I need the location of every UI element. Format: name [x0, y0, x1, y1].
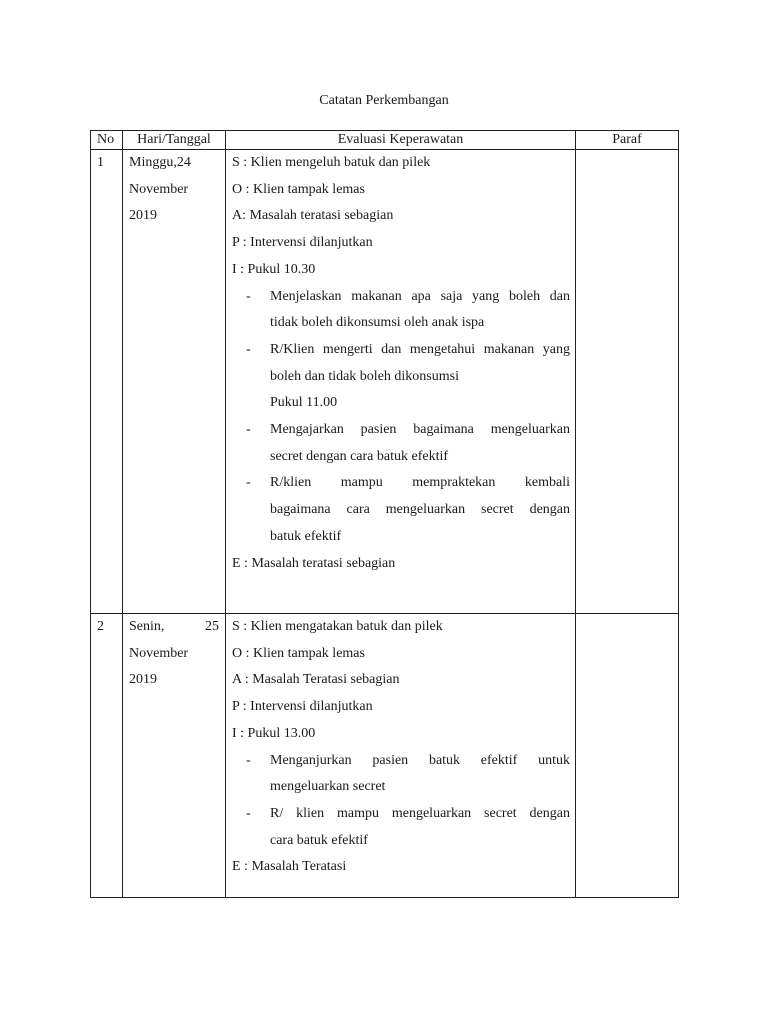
- plan-line: P : Intervensi dilanjutkan: [232, 235, 373, 251]
- action-text: boleh dan tidak boleh dikonsumsi: [270, 368, 459, 384]
- header-evaluation: Evaluasi Keperawatan: [226, 131, 576, 150]
- paraf-cell: [576, 150, 679, 614]
- bullet-dash: -: [246, 288, 251, 304]
- action-item: [232, 284, 570, 337]
- implementation-line: I : Pukul 10.30: [232, 261, 316, 277]
- evaluation-line: E : Masalah Teratasi: [232, 859, 347, 875]
- table-row: [91, 150, 679, 614]
- date-month: November: [129, 181, 189, 197]
- bullet-dash: -: [246, 341, 251, 357]
- evaluation-cell: [226, 614, 576, 898]
- date-day-name: Senin,: [129, 619, 165, 634]
- bullet-dash: -: [246, 805, 251, 821]
- evaluation-line: E : Masalah teratasi sebagian: [232, 555, 396, 571]
- bullet-dash: -: [246, 475, 251, 491]
- header-date: Hari/Tanggal: [123, 131, 226, 150]
- action-text: R/Klien mengerti dan mengetahui makanan yang: [270, 341, 570, 357]
- action-text: Menganjurkan pasien batuk efektif untuk: [270, 752, 570, 768]
- action-text: tidak boleh dikonsumsi oleh anak ispa: [270, 315, 485, 331]
- assessment-line: A : Masalah Teratasi sebagian: [232, 672, 400, 688]
- action-time: Pukul 11.00: [270, 395, 338, 411]
- date-day-number: 25: [205, 619, 219, 634]
- date-month: November: [129, 645, 189, 661]
- action-text: R/ klien mampu mengeluarkan secret dengan: [270, 805, 570, 821]
- bullet-dash: -: [246, 752, 251, 768]
- action-item: [232, 748, 570, 801]
- plan-line: P : Intervensi dilanjutkan: [232, 699, 373, 715]
- date-day: [129, 614, 219, 641]
- date-day: Minggu,24: [129, 155, 191, 170]
- subjective-line: S : Klien mengeluh batuk dan pilek: [232, 155, 431, 170]
- action-text: batuk efektif: [270, 528, 342, 544]
- bullet-dash: -: [246, 422, 251, 438]
- document-title: Catatan Perkembangan: [319, 93, 449, 108]
- action-text: Mengajarkan pasien bagaimana mengeluarkan: [270, 422, 570, 438]
- action-text: bagaimana cara mengeluarkan secret dengan: [270, 502, 570, 518]
- row-number: 1: [91, 150, 123, 614]
- header-no: No: [91, 131, 123, 150]
- date-cell: [123, 614, 226, 898]
- objective-line: O : Klien tampak lemas: [232, 645, 365, 661]
- paraf-cell: [576, 614, 679, 898]
- subjective-line: S : Klien mengatakan batuk dan pilek: [232, 619, 443, 634]
- implementation-line: I : Pukul 13.00: [232, 725, 316, 741]
- header-paraf: Paraf: [576, 131, 679, 150]
- progress-notes-table: [90, 130, 679, 898]
- action-text: Menjelaskan makanan apa saja yang boleh dan: [270, 288, 570, 304]
- date-cell: [123, 150, 226, 614]
- table-row: [91, 614, 679, 898]
- date-year: 2019: [129, 672, 157, 688]
- assessment-line: A: Masalah teratasi sebagian: [232, 208, 394, 224]
- action-text: cara batuk efektif: [270, 832, 368, 848]
- action-item: [232, 801, 570, 854]
- action-text: R/klien mampu mempraktekan kembali: [270, 475, 570, 491]
- action-item: [232, 337, 570, 417]
- evaluation-cell: [226, 150, 576, 614]
- table-header-row: [91, 131, 679, 150]
- action-text: secret dengan cara batuk efektif: [270, 448, 449, 464]
- action-item: [232, 470, 570, 550]
- action-item: [232, 417, 570, 470]
- date-year: 2019: [129, 208, 157, 224]
- row-number: 2: [91, 614, 123, 898]
- action-text: mengeluarkan secret: [270, 779, 386, 795]
- objective-line: O : Klien tampak lemas: [232, 181, 365, 197]
